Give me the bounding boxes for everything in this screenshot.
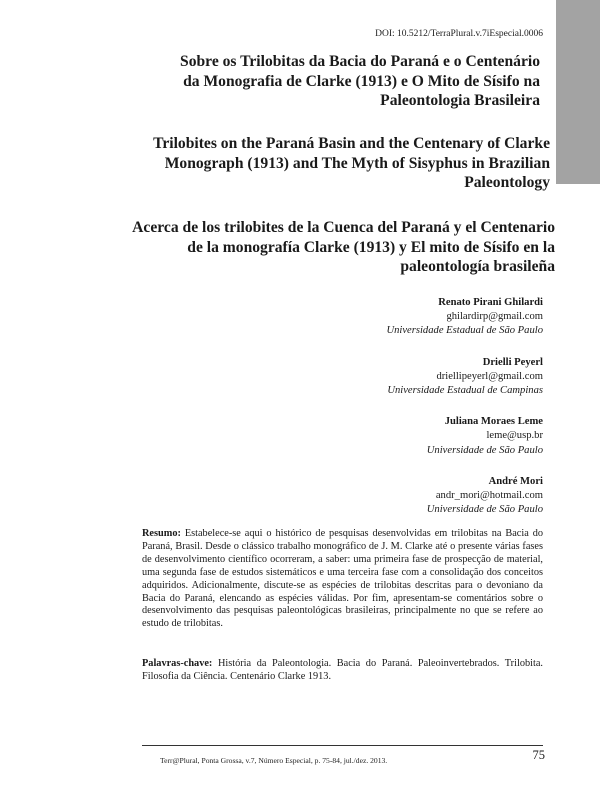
author-name: Drielli Peyerl — [482, 356, 543, 368]
keywords — [142, 658, 543, 684]
title-pt-line-2: da Monografia de Clarke (1913) e O Mito de Sísifo na — [183, 72, 540, 90]
author-institution: Universidade Estadual de São Paulo — [386, 325, 543, 337]
abstract — [142, 528, 543, 631]
title-es-line-2: de la monografía Clarke (1913) y El mito de Sísifo en la — [187, 238, 555, 256]
abstract-label: Resumo: — [142, 528, 181, 539]
title-spanish — [70, 218, 555, 277]
author-email: ghilardirp@gmail.com — [446, 311, 543, 323]
author-email: leme@usp.br — [486, 430, 543, 442]
author-institution: Universidade Estadual de Campinas — [387, 385, 543, 397]
doi: DOI: 10.5212/TerraPlural.v.7iEspecial.0006 — [375, 29, 543, 39]
author-email: driellipeyerl@gmail.com — [436, 370, 543, 382]
author-name: André Mori — [488, 475, 543, 487]
author-list — [243, 296, 543, 534]
footer-citation: Terr@Plural, Ponta Grossa, v.7, Número Especial, p. 75-84, jul./dez. 2013. — [160, 756, 388, 765]
title-portuguese — [70, 52, 540, 111]
abstract-text: Estabelece-se aqui o histórico de pesquisas desenvolvidas em trilobitas na Bacia do Paraná, Brasil. Desde o clássico trabalho monográfico de J. M. Clarke até o presente várias fases de desenvolvimento científico ocorreram, a saber: uma primeira fase de prospecção de material, uma segunda fase de estudos sistemáticos e uma terceira fase com a consolidação dos conceitos adquiridos. Adicionalmente, discute-se as espécies de trilobitas descritas para o devoniano da Bacia do Paraná, elencando as espécies válidas. Por fim, apresentam-se comentários sobre o desenvolvimento das pesquisas paleontológicas brasileiras, principalmente no que se refere ao estudo de trilobitas. — [142, 528, 543, 630]
keywords-label: Palavras-chave: — [142, 658, 213, 669]
author-institution: Universidade de São Paulo — [426, 444, 543, 456]
author-name: Renato Pirani Ghilardi — [438, 297, 543, 308]
title-en-line-3: Paleontology — [464, 174, 550, 191]
title-en-line-1: Trilobites on the Paraná Basin and the Centenary of Clarke — [153, 135, 550, 152]
side-tab — [556, 0, 600, 800]
author — [243, 415, 543, 458]
footer-divider — [142, 745, 543, 746]
author-email: andr_mori@hotmail.com — [435, 490, 543, 502]
author — [243, 356, 543, 399]
title-pt-line-3: Paleontologia Brasileira — [380, 92, 540, 109]
title-es-line-3: paleontología brasileña — [400, 258, 555, 275]
title-english — [70, 134, 550, 193]
keywords-text: História da Paleontologia. Bacia do Paraná. Paleoinvertebrados. Trilobita. Filosofia da Ciência. Centenário Clarke 1913. — [142, 658, 543, 682]
author — [243, 296, 543, 339]
author-institution: Universidade de São Paulo — [426, 504, 543, 516]
side-tab-band — [556, 0, 600, 184]
title-es-line-1: Acerca de los trilobites de la Cuenca del Paraná y el Centenario — [132, 219, 555, 236]
page-number: 75 — [532, 748, 545, 762]
author — [243, 475, 543, 518]
title-en-line-2: Monograph (1913) and The Myth of Sisyphus in Brazilian — [164, 154, 550, 172]
title-pt-line-1: Sobre os Trilobitas da Bacia do Paraná e o Centenário — [180, 53, 540, 70]
author-name: Juliana Moraes Leme — [444, 416, 543, 428]
